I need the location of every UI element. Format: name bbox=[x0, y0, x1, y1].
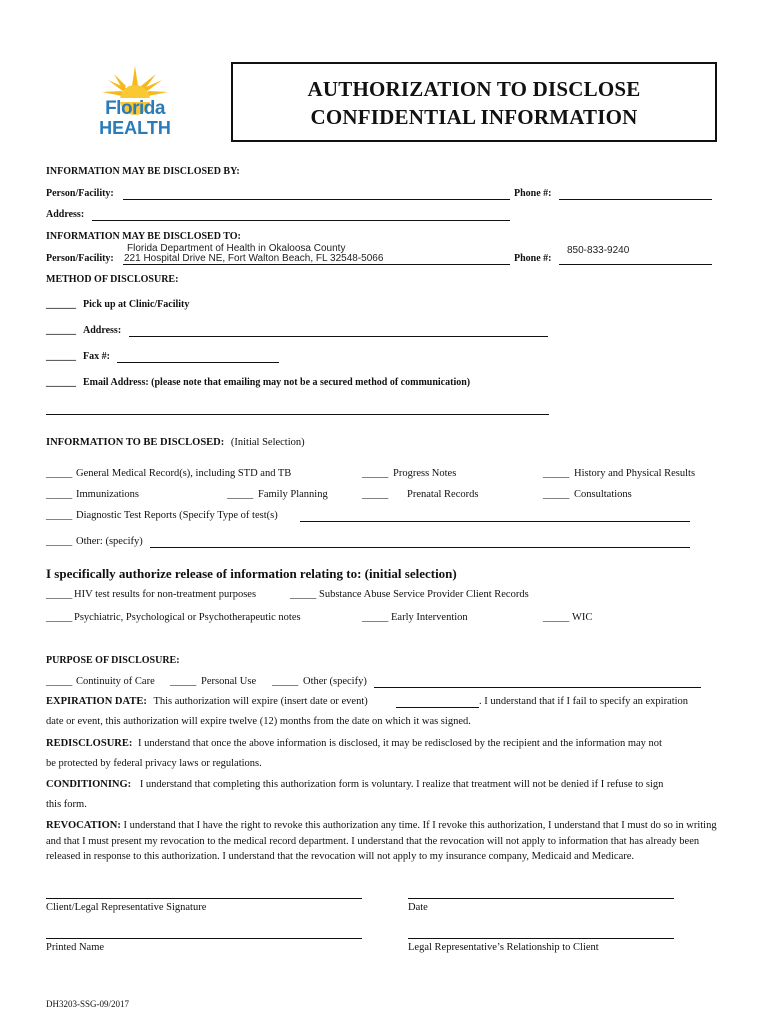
client-signature-field[interactable] bbox=[46, 898, 362, 899]
client-signature-label: Client/Legal Representative Signature bbox=[46, 902, 207, 913]
method-address-blank[interactable]: ______ bbox=[46, 325, 76, 336]
expiration-row1 bbox=[46, 696, 368, 707]
info-diagnostic-blank[interactable]: _____ bbox=[46, 510, 73, 521]
info-immunizations-blank[interactable]: _____ bbox=[46, 489, 73, 500]
specific-early-blank[interactable]: _____ bbox=[362, 612, 389, 623]
purpose-other-label: Other (specify) bbox=[303, 676, 367, 687]
method-fax-label: Fax #: bbox=[83, 351, 110, 362]
info-family-blank[interactable]: _____ bbox=[227, 489, 254, 500]
info-general-label: General Medical Record(s), including STD and TB bbox=[76, 468, 292, 479]
method-heading: METHOD OF DISCLOSURE: bbox=[46, 274, 179, 285]
info-diagnostic-label: Diagnostic Test Reports (Specify Type of test(s) bbox=[76, 510, 278, 521]
disclosed-to-phone-field[interactable] bbox=[559, 264, 712, 265]
form-title-line1: AUTHORIZATION TO DISCLOSE bbox=[307, 77, 641, 101]
redisclosure-text2: be protected by federal privacy laws or regulations. bbox=[46, 758, 262, 769]
printed-name-field[interactable] bbox=[46, 938, 362, 939]
info-family-label: Family Planning bbox=[258, 489, 328, 500]
disclosed-to-person-label: Person/Facility: bbox=[46, 253, 114, 264]
specific-hiv-blank[interactable]: _____ bbox=[46, 589, 73, 600]
info-diagnostic-field[interactable] bbox=[300, 521, 690, 522]
specific-substance-label: Substance Abuse Service Provider Client Records bbox=[319, 589, 529, 600]
specific-psych-blank[interactable]: _____ bbox=[46, 612, 73, 623]
disclosed-to-phone-label: Phone #: bbox=[514, 253, 552, 264]
info-general-blank[interactable]: _____ bbox=[46, 468, 73, 479]
specific-early-label: Early Intervention bbox=[391, 612, 468, 623]
relationship-field[interactable] bbox=[408, 938, 674, 939]
revocation-paragraph bbox=[46, 818, 722, 865]
conditioning-text1: I understand that completing this authorization form is voluntary. I realize that treatment will not be denied if I refuse to sign bbox=[139, 779, 664, 790]
info-progress-blank[interactable]: _____ bbox=[362, 468, 389, 479]
purpose-continuity-label: Continuity of Care bbox=[76, 676, 155, 687]
redisclosure-row1 bbox=[46, 738, 662, 749]
specific-wic-label: WIC bbox=[572, 612, 593, 623]
disclosed-by-address-field[interactable] bbox=[92, 220, 510, 221]
info-prenatal-blank[interactable]: _____ bbox=[362, 489, 389, 500]
purpose-heading: PURPOSE OF DISCLOSURE: bbox=[46, 655, 180, 666]
info-history-label: History and Physical Results bbox=[574, 468, 696, 479]
revocation-text: I understand that I have the right to revoke this authorization any time. If I revoke this authorization, I understand that I must do so in writing and that I must present my revocation to the medical record department. I understand that the revocation will not apply to information that has already been released in response to this authorization. I understand that the revocation will not apply to my insurance company, Medicaid and Medicare. bbox=[46, 820, 717, 862]
purpose-personal-blank[interactable]: _____ bbox=[170, 676, 197, 687]
info-progress-label: Progress Notes bbox=[393, 468, 457, 479]
disclosed-by-person-field[interactable] bbox=[123, 199, 510, 200]
purpose-other-field[interactable] bbox=[374, 687, 701, 688]
conditioning-row1 bbox=[46, 779, 663, 790]
specific-psych-label: Psychiatric, Psychological or Psychotherapeutic notes bbox=[74, 612, 301, 623]
florida-health-logo bbox=[96, 64, 174, 140]
specific-heading: I specifically authorize release of information relating to: (initial selection) bbox=[46, 566, 457, 581]
expiration-date-field[interactable] bbox=[396, 707, 479, 708]
disclosed-to-phone-value: 850-833-9240 bbox=[567, 245, 630, 256]
disclosed-to-heading: INFORMATION MAY BE DISCLOSED TO: bbox=[46, 231, 241, 242]
date-field[interactable] bbox=[408, 898, 674, 899]
purpose-continuity-blank[interactable]: _____ bbox=[46, 676, 73, 687]
method-address-label: Address: bbox=[83, 325, 122, 336]
info-heading: INFORMATION TO BE DISCLOSED: bbox=[46, 437, 225, 448]
disclosed-by-phone-field[interactable] bbox=[559, 199, 712, 200]
logo-health-text: HEALTH bbox=[99, 118, 171, 138]
info-prenatal-label: Prenatal Records bbox=[407, 489, 479, 500]
disclosed-by-person-label: Person/Facility: bbox=[46, 188, 114, 199]
method-fax-blank[interactable]: ______ bbox=[46, 351, 76, 362]
specific-substance-blank[interactable]: _____ bbox=[290, 589, 317, 600]
info-other-blank[interactable]: _____ bbox=[46, 536, 73, 547]
disclosed-to-person-field[interactable] bbox=[123, 264, 510, 265]
specific-hiv-label: HIV test results for non-treatment purposes bbox=[74, 589, 257, 600]
printed-name-label: Printed Name bbox=[46, 942, 105, 953]
method-email-blank[interactable]: ______ bbox=[46, 377, 76, 388]
disclosed-to-person-value-2: 221 Hospital Drive NE, Fort Walton Beach, FL 32548-5066 bbox=[124, 253, 384, 264]
disclosed-to-person-value-1: Florida Department of Health in Okaloosa County bbox=[127, 243, 346, 254]
info-history-blank[interactable]: _____ bbox=[543, 468, 570, 479]
method-pickup-blank[interactable]: ______ bbox=[46, 299, 76, 310]
info-consultations-blank[interactable]: _____ bbox=[543, 489, 570, 500]
info-immunizations-label: Immunizations bbox=[76, 489, 139, 500]
method-email-field[interactable] bbox=[46, 414, 549, 415]
form-title-box bbox=[231, 62, 717, 142]
form-title-line2: CONFIDENTIAL INFORMATION bbox=[310, 105, 638, 129]
method-pickup-label: Pick up at Clinic/Facility bbox=[83, 299, 190, 310]
specific-wic-blank[interactable]: _____ bbox=[543, 612, 570, 623]
method-email-label: Email Address: (please note that emailing may not be a secured method of communication) bbox=[83, 377, 471, 388]
disclosed-by-address-label: Address: bbox=[46, 209, 85, 220]
conditioning-label: CONDITIONING: bbox=[46, 779, 132, 790]
method-address-field[interactable] bbox=[129, 336, 548, 337]
expiration-text2: . I understand that if I fail to specify an expiration bbox=[479, 696, 689, 707]
relationship-label: Legal Representative’s Relationship to Client bbox=[408, 942, 599, 953]
info-other-field[interactable] bbox=[150, 547, 690, 548]
revocation-label: REVOCATION: bbox=[46, 820, 121, 831]
form-number: DH3203-SSG-09/2017 bbox=[46, 999, 130, 1009]
disclosed-by-phone-label: Phone #: bbox=[514, 188, 552, 199]
expiration-label: EXPIRATION DATE: bbox=[46, 696, 147, 707]
disclosed-by-heading: INFORMATION MAY BE DISCLOSED BY: bbox=[46, 166, 240, 177]
expiration-text3: date or event, this authorization will expire twelve (12) months from the date on which it was signed. bbox=[46, 716, 471, 727]
logo-florida-text: Florida bbox=[105, 98, 165, 119]
conditioning-text2: this form. bbox=[46, 799, 87, 810]
redisclosure-label: REDISCLOSURE: bbox=[46, 738, 133, 749]
purpose-other-blank[interactable]: _____ bbox=[272, 676, 299, 687]
info-consultations-label: Consultations bbox=[574, 489, 632, 500]
info-subheading: (Initial Selection) bbox=[230, 437, 305, 448]
expiration-text1: This authorization will expire (insert date or event) bbox=[153, 696, 368, 707]
method-fax-field[interactable] bbox=[117, 362, 279, 363]
date-label: Date bbox=[408, 902, 428, 913]
info-other-label: Other: (specify) bbox=[76, 536, 143, 547]
redisclosure-text1: I understand that once the above information is disclosed, it may be redisclosed by the recipient and the information may not bbox=[137, 738, 662, 749]
info-heading-row bbox=[46, 437, 305, 448]
purpose-personal-label: Personal Use bbox=[201, 676, 257, 687]
